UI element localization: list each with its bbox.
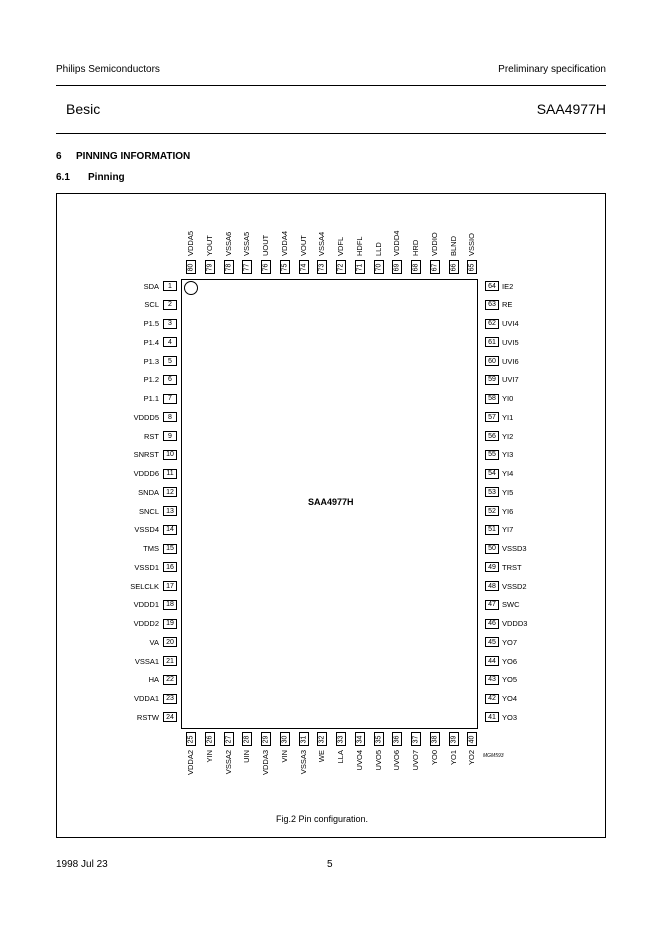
pin-number-73: 73 xyxy=(317,260,327,274)
pin-name-44: YO6 xyxy=(502,656,518,666)
pin-number-22: 22 xyxy=(163,675,177,685)
pin-number-36: 36 xyxy=(392,732,402,746)
pin-name-33: LLA xyxy=(336,750,345,764)
pin-name-60: UVI6 xyxy=(502,356,519,366)
section-number: 6 xyxy=(56,151,62,162)
pin-name-55: YI3 xyxy=(502,450,514,460)
pin-name-23: VDDA1 xyxy=(133,694,159,703)
pin-number-65: 65 xyxy=(467,260,477,274)
pin-name-79: YOUT xyxy=(204,235,214,256)
pin-name-28: UIN xyxy=(242,750,252,763)
pin-number-58: 58 xyxy=(485,394,499,404)
pin-name-24: RSTW xyxy=(136,712,159,722)
pin-number-49: 49 xyxy=(485,562,499,572)
pin-number-1: 1 xyxy=(163,281,177,291)
pin-number-48: 48 xyxy=(485,581,499,591)
pin-name-29: VDDA3 xyxy=(261,750,270,776)
pin-name-69: VDDD4 xyxy=(392,230,402,256)
pin-name-41: YO3 xyxy=(502,712,518,722)
pin-name-76: UOUT xyxy=(261,234,270,256)
pin-number-59: 59 xyxy=(485,375,499,385)
pin-number-15: 15 xyxy=(163,544,177,554)
pin-number-68: 68 xyxy=(411,260,421,274)
pin-number-42: 42 xyxy=(485,694,499,704)
pin-number-66: 66 xyxy=(449,260,459,274)
pin-number-57: 57 xyxy=(485,412,499,422)
pin-name-35: UVO5 xyxy=(373,750,383,771)
pin-number-10: 10 xyxy=(163,450,177,460)
pin-name-56: YI2 xyxy=(502,431,514,441)
pin-name-2: SCL xyxy=(144,300,159,310)
pin-number-6: 6 xyxy=(163,375,177,385)
pin-name-40: YO2 xyxy=(467,750,477,766)
pin-number-74: 74 xyxy=(299,260,309,274)
pin-number-19: 19 xyxy=(163,619,177,629)
pin-number-44: 44 xyxy=(485,656,499,666)
pin-name-10: SNRST xyxy=(133,450,159,460)
header-company: Philips Semiconductors xyxy=(56,64,160,75)
header-rule xyxy=(56,85,606,86)
pin-number-31: 31 xyxy=(299,732,309,746)
pin-name-66: BLND xyxy=(448,235,458,256)
pin-number-56: 56 xyxy=(485,431,499,441)
pin-number-39: 39 xyxy=(449,732,459,746)
pin-number-4: 4 xyxy=(163,337,177,347)
part-number: SAA4977H xyxy=(536,101,606,117)
pin-name-52: YI6 xyxy=(502,506,514,516)
subsection-number: 6.1 xyxy=(56,172,70,183)
pin-name-50: VSSD3 xyxy=(502,544,527,553)
pin-name-21: VSSA1 xyxy=(134,656,159,666)
pin-name-13: SNCL xyxy=(138,506,159,516)
pin-number-43: 43 xyxy=(485,675,499,685)
pin-number-28: 28 xyxy=(242,732,252,746)
pin-number-3: 3 xyxy=(163,319,177,329)
pin-number-35: 35 xyxy=(374,732,384,746)
pin-name-32: WE xyxy=(317,750,327,763)
pin-name-27: VSSA2 xyxy=(223,750,233,775)
pin-number-40: 40 xyxy=(467,732,477,746)
pin-number-23: 23 xyxy=(163,694,177,704)
pin-name-38: YO0 xyxy=(429,750,439,766)
pin-number-71: 71 xyxy=(355,260,365,274)
pin-number-5: 5 xyxy=(163,356,177,366)
pin-number-75: 75 xyxy=(280,260,290,274)
pin-number-62: 62 xyxy=(485,319,499,329)
pin-name-46: VDDD3 xyxy=(502,619,528,628)
pin-number-50: 50 xyxy=(485,544,499,554)
pin-number-52: 52 xyxy=(485,506,499,516)
pin-number-77: 77 xyxy=(242,260,252,274)
pin-name-47: SWC xyxy=(502,600,520,610)
footer-page: 5 xyxy=(327,859,333,870)
pin-name-74: VOUT xyxy=(298,235,308,256)
pin-name-71: HDFL xyxy=(354,236,364,256)
footer-date: 1998 Jul 23 xyxy=(56,859,108,870)
pin-name-58: YI0 xyxy=(502,394,514,403)
pin-number-17: 17 xyxy=(163,581,177,591)
pin-name-36: UVO6 xyxy=(392,750,402,771)
pin-name-64: IE2 xyxy=(502,281,514,291)
pin-name-17: SELCLK xyxy=(130,581,159,591)
pin-name-25: VDDA2 xyxy=(186,750,195,776)
pin-number-14: 14 xyxy=(163,525,177,535)
pin-number-60: 60 xyxy=(485,356,499,366)
pin-name-72: VDFL xyxy=(336,236,345,256)
pin-number-70: 70 xyxy=(374,260,384,274)
pin-name-43: YO5 xyxy=(502,675,518,685)
pin-name-42: YO4 xyxy=(502,694,518,703)
pin-number-38: 38 xyxy=(430,732,440,746)
pin-number-72: 72 xyxy=(336,260,346,274)
pin-name-78: VSSA6 xyxy=(223,231,233,256)
pin-number-79: 79 xyxy=(205,260,215,274)
pin-number-9: 9 xyxy=(163,431,177,441)
pin-number-63: 63 xyxy=(485,300,499,310)
pin-name-70: LLD xyxy=(373,242,383,256)
pin-name-3: P1.5 xyxy=(143,319,159,328)
pin-number-78: 78 xyxy=(224,260,234,274)
pin-number-34: 34 xyxy=(355,732,365,746)
pin-name-8: VDDD5 xyxy=(133,412,159,422)
pin-name-20: VA xyxy=(149,637,159,647)
pin-number-18: 18 xyxy=(163,600,177,610)
pin-number-13: 13 xyxy=(163,506,177,516)
pin-name-80: VDDA5 xyxy=(186,230,195,256)
pin-number-46: 46 xyxy=(485,619,499,629)
pin-number-25: 25 xyxy=(186,732,196,746)
pin-name-57: YI1 xyxy=(502,412,514,422)
pin-number-33: 33 xyxy=(336,732,346,746)
pin-number-69: 69 xyxy=(392,260,402,274)
pin-number-45: 45 xyxy=(485,637,499,647)
pin-name-48: VSSD2 xyxy=(502,581,527,591)
pin-name-62: UVI4 xyxy=(502,319,519,328)
pin-number-2: 2 xyxy=(163,300,177,310)
pin-name-63: RE xyxy=(502,300,513,310)
pin-number-7: 7 xyxy=(163,394,177,404)
title-rule xyxy=(56,133,606,134)
pin-number-51: 51 xyxy=(485,525,499,535)
pin-number-20: 20 xyxy=(163,637,177,647)
pin-number-30: 30 xyxy=(280,732,290,746)
pin-number-26: 26 xyxy=(205,732,215,746)
pin-number-21: 21 xyxy=(163,656,177,666)
pin-name-77: VSSA5 xyxy=(242,231,252,256)
pin-name-68: HRD xyxy=(411,239,420,256)
pin-name-75: VDDA4 xyxy=(279,230,289,256)
pin-number-55: 55 xyxy=(485,450,499,460)
pin-name-19: VDDD2 xyxy=(133,619,159,628)
subsection-heading: Pinning xyxy=(88,172,125,183)
pin-name-73: VSSA4 xyxy=(317,231,327,256)
pin-name-14: VSSD4 xyxy=(134,525,159,535)
pin-number-80: 80 xyxy=(186,260,196,274)
pin-name-1: SDA xyxy=(143,281,159,291)
pin-name-26: YIN xyxy=(204,750,214,763)
pin-number-29: 29 xyxy=(261,732,271,746)
section-heading: PINNING INFORMATION xyxy=(76,151,191,162)
pin-number-37: 37 xyxy=(411,732,421,746)
pin-name-61: UVI5 xyxy=(502,337,519,347)
pin-number-16: 16 xyxy=(163,562,177,572)
pin-number-54: 54 xyxy=(485,469,499,479)
pin-number-61: 61 xyxy=(485,337,499,347)
pin-name-6: P1.2 xyxy=(143,375,159,385)
pin-name-65: VSSIO xyxy=(467,233,477,256)
pin-number-64: 64 xyxy=(485,281,499,291)
header-doc-type: Preliminary specification xyxy=(498,64,606,75)
pin1-marker xyxy=(184,281,198,295)
pin-number-24: 24 xyxy=(163,712,177,722)
pin-number-32: 32 xyxy=(317,732,327,746)
pin-name-59: UVI7 xyxy=(502,375,519,385)
pin-name-15: TMS xyxy=(143,544,159,553)
figure-code: MGM593 xyxy=(483,753,504,759)
pin-name-31: VSSA3 xyxy=(298,750,308,775)
pin-name-51: YI7 xyxy=(502,525,514,535)
pin-name-18: VDDD1 xyxy=(133,600,159,610)
pin-name-67: VDDIO xyxy=(429,232,439,256)
figure-caption: Fig.2 Pin configuration. xyxy=(276,814,369,824)
pin-name-53: YI5 xyxy=(502,487,514,497)
chip-label: SAA4977H xyxy=(308,497,354,507)
pin-name-7: P1.1 xyxy=(143,394,159,403)
pin-number-8: 8 xyxy=(163,412,177,422)
pin-number-76: 76 xyxy=(261,260,271,274)
pin-name-34: UVO4 xyxy=(354,750,364,771)
pin-name-22: HA xyxy=(148,675,159,685)
pin-number-47: 47 xyxy=(485,600,499,610)
pin-number-67: 67 xyxy=(430,260,440,274)
pin-name-5: P1.3 xyxy=(143,356,159,366)
pin-name-30: VIN xyxy=(279,750,289,763)
pin-number-53: 53 xyxy=(485,487,499,497)
pin-number-11: 11 xyxy=(163,469,177,479)
pin-name-11: VDDD6 xyxy=(133,469,159,478)
pin-name-37: UVO7 xyxy=(411,750,420,771)
pin-number-12: 12 xyxy=(163,487,177,497)
pin-name-16: VSSD1 xyxy=(134,562,159,572)
pin-name-12: SNDA xyxy=(138,487,159,497)
pin-name-45: YO7 xyxy=(502,637,518,647)
pin-name-49: TRST xyxy=(502,562,522,572)
pin-name-9: RST xyxy=(144,431,159,441)
pin-name-54: YI4 xyxy=(502,469,514,478)
product-title: Besic xyxy=(66,101,101,117)
pin-name-4: P1.4 xyxy=(143,337,159,347)
pin-name-39: YO1 xyxy=(448,750,458,766)
pin-number-41: 41 xyxy=(485,712,499,722)
pin-number-27: 27 xyxy=(224,732,234,746)
